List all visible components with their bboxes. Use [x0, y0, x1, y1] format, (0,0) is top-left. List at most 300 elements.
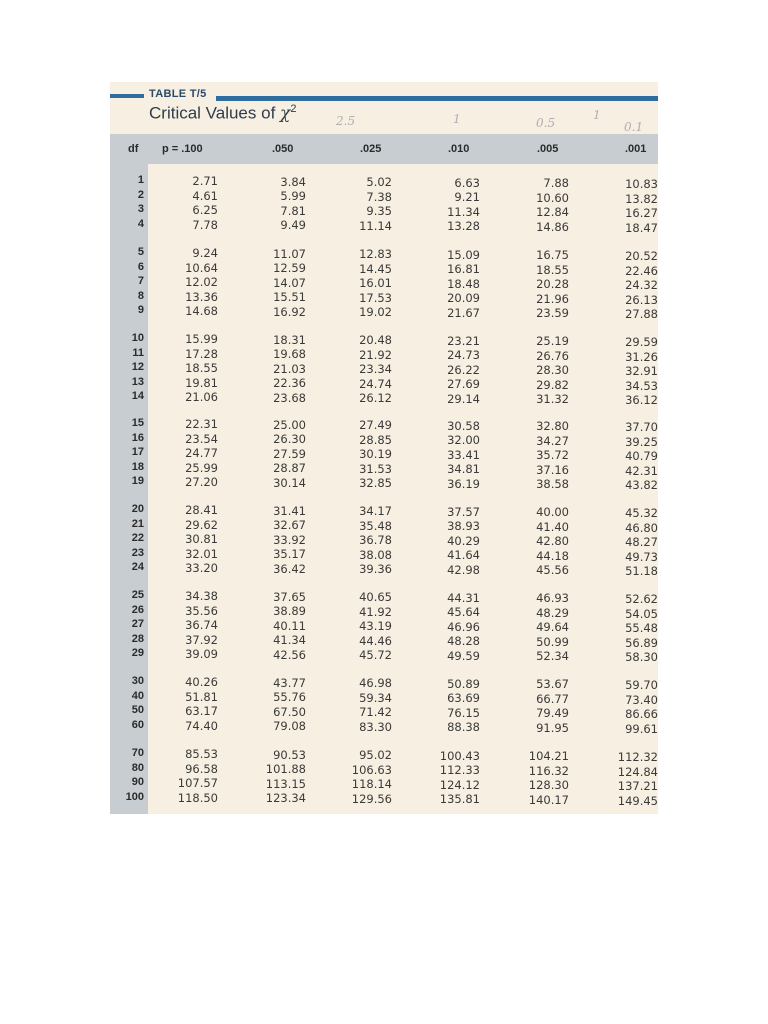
critical-value: 41.64 — [447, 548, 480, 563]
critical-value: 29.14 — [447, 391, 480, 406]
critical-value: 137.21 — [617, 779, 658, 793]
critical-value: 124.84 — [617, 764, 658, 779]
critical-value: 21.92 — [359, 347, 392, 362]
df-value: 8 — [137, 289, 144, 302]
critical-value: 37.16 — [536, 462, 569, 477]
critical-value: 23.21 — [447, 333, 480, 348]
critical-value: 36.12 — [625, 393, 658, 407]
df-value: 15 — [131, 417, 144, 429]
row-group — [110, 174, 658, 235]
critical-value: 46.98 — [359, 676, 392, 691]
critical-value: 14.68 — [185, 304, 218, 318]
critical-value: 27.69 — [447, 377, 480, 392]
critical-value: 129.56 — [351, 791, 392, 806]
critical-value: 34.53 — [625, 378, 658, 393]
critical-value: 29.62 — [185, 517, 218, 532]
critical-value: 18.55 — [185, 361, 218, 375]
critical-value: 16.27 — [625, 206, 658, 220]
header-p-001: .001 — [625, 143, 647, 155]
critical-value: 6.25 — [192, 203, 218, 217]
critical-value: 33.92 — [273, 532, 306, 547]
table-row — [110, 561, 658, 576]
table-row — [110, 332, 658, 347]
df-value: 18 — [131, 460, 144, 473]
critical-value: 26.22 — [447, 362, 480, 377]
critical-value: 74.40 — [185, 718, 218, 733]
critical-value: 7.81 — [280, 203, 306, 218]
table-row — [110, 290, 658, 305]
critical-value: 15.51 — [273, 290, 306, 305]
critical-value: 24.32 — [625, 278, 658, 292]
critical-value: 55.76 — [273, 690, 306, 705]
critical-value: 63.69 — [447, 691, 480, 706]
critical-value: 11.07 — [273, 246, 306, 261]
df-value: 13 — [131, 375, 144, 388]
critical-value: 40.79 — [625, 449, 658, 463]
table-row — [110, 417, 658, 432]
critical-value: 48.27 — [625, 535, 658, 549]
df-value: 24 — [131, 561, 144, 573]
critical-value: 39.36 — [359, 562, 392, 577]
critical-value: 32.80 — [536, 419, 569, 434]
critical-value: 14.86 — [536, 219, 569, 234]
critical-value: 113.15 — [265, 776, 306, 791]
critical-value: 46.96 — [447, 619, 480, 634]
critical-value: 20.52 — [625, 249, 658, 263]
critical-value: 66.77 — [536, 691, 569, 706]
df-value: 27 — [131, 618, 144, 630]
critical-value: 43.82 — [625, 478, 658, 492]
critical-value: 9.24 — [192, 246, 218, 260]
table-row — [110, 647, 658, 662]
critical-value: 18.31 — [273, 332, 306, 347]
handwritten-note: 0.1 — [624, 120, 644, 134]
df-value: 40 — [131, 689, 144, 702]
critical-value: 14.07 — [273, 275, 306, 290]
critical-value: 32.85 — [359, 476, 392, 491]
critical-value: 20.48 — [359, 333, 392, 348]
critical-value: 26.76 — [536, 348, 569, 363]
df-value: 100 — [125, 790, 144, 803]
handwritten-note: 2.5 — [336, 114, 356, 128]
critical-value: 50.99 — [536, 634, 569, 649]
critical-value: 31.41 — [273, 503, 306, 518]
critical-value: 5.02 — [366, 175, 392, 190]
critical-value: 10.60 — [536, 190, 569, 205]
critical-value: 99.61 — [625, 721, 658, 736]
critical-value: 35.48 — [359, 518, 392, 533]
critical-value: 28.41 — [185, 503, 218, 517]
critical-value: 38.58 — [536, 477, 569, 492]
df-value: 50 — [131, 704, 144, 716]
critical-value: 27.88 — [625, 307, 658, 321]
critical-value: 19.02 — [359, 305, 392, 320]
critical-value: 73.40 — [625, 692, 658, 707]
critical-value: 39.25 — [625, 434, 658, 449]
critical-value: 30.14 — [273, 475, 306, 490]
critical-value: 17.28 — [185, 346, 218, 361]
critical-value: 7.88 — [543, 176, 569, 191]
table-row — [110, 475, 658, 490]
critical-value: 44.46 — [359, 633, 392, 648]
df-value: 21 — [131, 517, 144, 530]
critical-value: 40.29 — [447, 533, 480, 548]
critical-value: 128.30 — [528, 778, 569, 793]
critical-value: 20.09 — [447, 291, 480, 306]
critical-value: 9.49 — [280, 218, 306, 233]
critical-value: 44.18 — [536, 548, 569, 563]
critical-value: 32.91 — [625, 364, 658, 378]
table-row — [110, 246, 658, 261]
df-value: 12 — [131, 361, 144, 373]
critical-value: 36.42 — [273, 561, 306, 576]
critical-value: 16.75 — [536, 248, 569, 263]
critical-value: 30.19 — [359, 447, 392, 462]
critical-value: 25.19 — [536, 334, 569, 349]
df-value: 26 — [131, 603, 144, 616]
critical-value: 48.28 — [447, 634, 480, 649]
df-value: 14 — [131, 390, 144, 402]
table-row — [110, 390, 658, 405]
table-row — [110, 376, 658, 391]
critical-value: 20.28 — [536, 277, 569, 292]
critical-value: 118.14 — [351, 777, 392, 792]
critical-value: 23.34 — [359, 362, 392, 377]
critical-value: 31.53 — [359, 461, 392, 476]
critical-value: 17.53 — [359, 290, 392, 305]
critical-value: 35.17 — [273, 547, 306, 562]
header-p-005: .005 — [537, 143, 559, 155]
critical-value: 18.48 — [447, 276, 480, 291]
critical-value: 36.78 — [359, 533, 392, 548]
table-row — [110, 446, 658, 461]
critical-value: 37.92 — [185, 632, 218, 647]
df-value: 17 — [131, 446, 144, 458]
row-group — [110, 332, 658, 405]
row-group — [110, 417, 658, 490]
row-group — [110, 503, 658, 576]
table-row — [110, 461, 658, 476]
critical-value: 9.35 — [366, 204, 392, 219]
df-value: 80 — [131, 761, 144, 774]
critical-value: 100.43 — [439, 748, 480, 763]
df-value: 19 — [131, 475, 144, 487]
table-row — [110, 719, 658, 734]
critical-value: 15.09 — [447, 247, 480, 262]
table-row — [110, 604, 658, 619]
critical-value: 27.59 — [273, 446, 306, 461]
critical-value: 40.26 — [185, 675, 218, 689]
critical-value: 45.64 — [447, 605, 480, 620]
critical-value: 56.89 — [625, 635, 658, 650]
critical-value: 38.89 — [273, 604, 306, 619]
critical-value: 53.67 — [536, 677, 569, 692]
critical-value: 63.17 — [185, 704, 218, 718]
critical-value: 25.99 — [185, 460, 218, 475]
critical-value: 27.49 — [359, 418, 392, 433]
critical-value: 7.38 — [366, 189, 392, 204]
critical-value: 40.11 — [273, 618, 306, 633]
table-row — [110, 218, 658, 233]
critical-value: 32.67 — [273, 518, 306, 533]
critical-value: 30.81 — [185, 532, 218, 546]
critical-value: 49.59 — [447, 648, 480, 663]
df-value: 1 — [137, 174, 144, 186]
table-row — [110, 275, 658, 290]
critical-value: 42.56 — [273, 647, 306, 662]
table-sheet — [110, 82, 658, 814]
critical-value: 76.15 — [447, 705, 480, 720]
critical-value: 3.84 — [280, 174, 306, 189]
critical-value: 16.92 — [273, 304, 306, 319]
critical-value: 5.99 — [280, 189, 306, 204]
table-row — [110, 690, 658, 705]
critical-value: 34.17 — [359, 504, 392, 519]
critical-value: 52.34 — [536, 649, 569, 664]
df-value: 16 — [131, 431, 144, 444]
df-value: 3 — [137, 203, 144, 215]
critical-value: 19.68 — [273, 347, 306, 362]
critical-value: 32.00 — [447, 433, 480, 448]
critical-value: 23.54 — [185, 431, 218, 446]
critical-value: 11.14 — [359, 218, 392, 233]
table-row — [110, 762, 658, 777]
critical-value: 29.82 — [536, 377, 569, 392]
table-row — [110, 633, 658, 648]
critical-value: 28.87 — [273, 461, 306, 476]
critical-value: 12.59 — [273, 261, 306, 276]
critical-value: 50.89 — [447, 676, 480, 691]
df-value: 28 — [131, 632, 144, 645]
critical-value: 34.81 — [447, 462, 480, 477]
critical-value: 22.36 — [273, 376, 306, 391]
critical-value: 36.19 — [447, 476, 480, 491]
critical-value: 42.80 — [536, 534, 569, 549]
critical-value: 19.81 — [185, 375, 218, 390]
critical-value: 46.80 — [625, 520, 658, 535]
critical-value: 140.17 — [528, 792, 569, 807]
critical-value: 12.84 — [536, 205, 569, 220]
critical-value: 59.34 — [359, 690, 392, 705]
critical-value: 10.64 — [185, 260, 218, 275]
critical-value: 101.88 — [265, 762, 306, 777]
critical-value: 22.46 — [625, 263, 658, 278]
critical-value: 39.09 — [185, 647, 218, 661]
critical-value: 34.38 — [185, 589, 218, 603]
row-group — [110, 589, 658, 662]
table-title — [149, 103, 296, 124]
critical-value: 26.12 — [359, 391, 392, 406]
critical-value: 14.45 — [359, 261, 392, 276]
critical-value: 33.41 — [447, 447, 480, 462]
critical-value: 43.19 — [359, 619, 392, 634]
critical-value: 16.81 — [447, 262, 480, 277]
critical-value: 49.64 — [536, 620, 569, 635]
critical-value: 41.40 — [536, 519, 569, 534]
critical-value: 28.30 — [536, 363, 569, 378]
critical-value: 107.57 — [177, 776, 218, 790]
critical-value: 29.59 — [625, 335, 658, 349]
critical-value: 12.02 — [185, 275, 218, 289]
critical-value: 38.08 — [359, 547, 392, 562]
table-row — [110, 589, 658, 604]
critical-value: 25.00 — [273, 417, 306, 432]
critical-value: 18.47 — [625, 220, 658, 235]
critical-value: 27.20 — [185, 475, 218, 489]
critical-value: 30.58 — [447, 418, 480, 433]
table-row — [110, 618, 658, 633]
table-row — [110, 675, 658, 690]
critical-value: 12.83 — [359, 247, 392, 262]
critical-value: 34.27 — [536, 433, 569, 448]
critical-value: 42.31 — [625, 463, 658, 478]
table-row — [110, 203, 658, 218]
df-value: 90 — [131, 776, 144, 788]
critical-value: 54.05 — [625, 606, 658, 621]
table-row — [110, 304, 658, 319]
df-value: 29 — [131, 647, 144, 659]
df-value: 25 — [131, 589, 144, 601]
critical-value: 79.08 — [273, 719, 306, 734]
header-df: df — [128, 143, 139, 155]
table-row — [110, 518, 658, 533]
chi-symbol: χ — [280, 103, 291, 124]
row-group — [110, 246, 658, 319]
critical-value: 135.81 — [439, 792, 480, 807]
table-row — [110, 747, 658, 762]
critical-value: 116.32 — [528, 763, 569, 778]
handwritten-note: 1 — [593, 108, 601, 122]
critical-value: 45.72 — [359, 648, 392, 663]
critical-value: 58.30 — [625, 650, 658, 664]
handwritten-note: 1 — [453, 112, 461, 126]
header-rule-long — [216, 96, 658, 101]
critical-value: 21.96 — [536, 291, 569, 306]
critical-value: 83.30 — [359, 719, 392, 734]
chi-superscript: 2 — [290, 103, 297, 115]
critical-value: 52.62 — [625, 592, 658, 606]
critical-value: 22.31 — [185, 417, 218, 431]
critical-value: 13.82 — [625, 191, 658, 206]
critical-value: 26.30 — [273, 432, 306, 447]
table-row — [110, 432, 658, 447]
critical-value: 37.57 — [447, 504, 480, 519]
critical-value: 21.03 — [273, 361, 306, 376]
critical-value: 38.93 — [447, 519, 480, 534]
critical-value: 41.92 — [359, 604, 392, 619]
critical-value: 16.01 — [359, 276, 392, 291]
handwritten-note: 0.5 — [536, 116, 556, 130]
table-row — [110, 776, 658, 791]
df-value: 11 — [132, 346, 144, 359]
critical-value: 24.77 — [185, 446, 218, 460]
critical-value: 6.63 — [454, 175, 480, 190]
df-value: 5 — [137, 246, 144, 258]
critical-value: 24.74 — [359, 376, 392, 391]
critical-value: 21.06 — [185, 390, 218, 404]
header-p-025: .025 — [360, 143, 382, 155]
df-value: 4 — [137, 217, 144, 230]
table-row — [110, 532, 658, 547]
critical-value: 13.36 — [185, 289, 218, 304]
table-row — [110, 704, 658, 719]
df-value: 60 — [131, 718, 144, 731]
df-value: 30 — [131, 675, 144, 687]
table-row — [110, 189, 658, 204]
critical-value: 42.98 — [447, 562, 480, 577]
table-row — [110, 503, 658, 518]
table-row — [110, 547, 658, 562]
critical-value: 90.53 — [273, 747, 306, 762]
critical-value: 36.74 — [185, 618, 218, 632]
critical-value: 106.63 — [351, 762, 392, 777]
critical-value: 18.55 — [536, 262, 569, 277]
table-row — [110, 361, 658, 376]
critical-value: 49.73 — [625, 549, 658, 564]
df-value: 70 — [131, 747, 144, 759]
header-p-050: .050 — [272, 143, 294, 155]
critical-value: 2.71 — [192, 174, 218, 188]
table-row — [110, 347, 658, 362]
critical-value: 37.70 — [625, 420, 658, 434]
critical-value: 86.66 — [625, 707, 658, 721]
title-text: Critical Values of — [149, 103, 281, 123]
critical-value: 21.67 — [447, 305, 480, 320]
critical-value: 45.32 — [625, 506, 658, 520]
critical-value: 85.53 — [185, 747, 218, 761]
critical-value: 88.38 — [447, 720, 480, 735]
critical-value: 43.77 — [273, 675, 306, 690]
critical-value: 28.85 — [359, 432, 392, 447]
df-value: 23 — [131, 546, 144, 559]
critical-value: 44.31 — [447, 590, 480, 605]
df-value: 22 — [131, 532, 144, 544]
table-row — [110, 261, 658, 276]
critical-value: 40.65 — [359, 590, 392, 605]
critical-value: 33.20 — [185, 561, 218, 575]
df-value: 2 — [137, 188, 144, 201]
critical-value: 48.29 — [536, 605, 569, 620]
table-label: TABLE T/5 — [149, 88, 207, 100]
table-row — [110, 791, 658, 806]
header-p-100: p = .100 — [162, 143, 203, 155]
critical-value: 104.21 — [528, 749, 569, 764]
critical-value: 112.33 — [439, 763, 480, 778]
critical-value: 124.12 — [439, 777, 480, 792]
critical-value: 9.21 — [454, 190, 480, 205]
critical-value: 41.34 — [273, 633, 306, 648]
header-rule-short — [110, 94, 144, 98]
critical-value: 45.56 — [536, 563, 569, 578]
critical-value: 31.32 — [536, 392, 569, 407]
df-value: 6 — [137, 260, 144, 273]
critical-value: 13.28 — [447, 219, 480, 234]
critical-value: 46.93 — [536, 591, 569, 606]
critical-value: 118.50 — [177, 790, 218, 805]
critical-value: 35.72 — [536, 448, 569, 463]
critical-value: 32.01 — [185, 546, 218, 561]
df-value: 9 — [137, 304, 144, 316]
header-p-010: .010 — [448, 143, 470, 155]
critical-value: 23.59 — [536, 306, 569, 321]
critical-value: 7.78 — [192, 217, 218, 232]
critical-value: 15.99 — [185, 332, 218, 346]
critical-value: 35.56 — [185, 603, 218, 618]
critical-value: 123.34 — [265, 791, 306, 806]
critical-value: 37.65 — [273, 589, 306, 604]
critical-value: 95.02 — [359, 748, 392, 763]
critical-value: 10.83 — [625, 177, 658, 191]
